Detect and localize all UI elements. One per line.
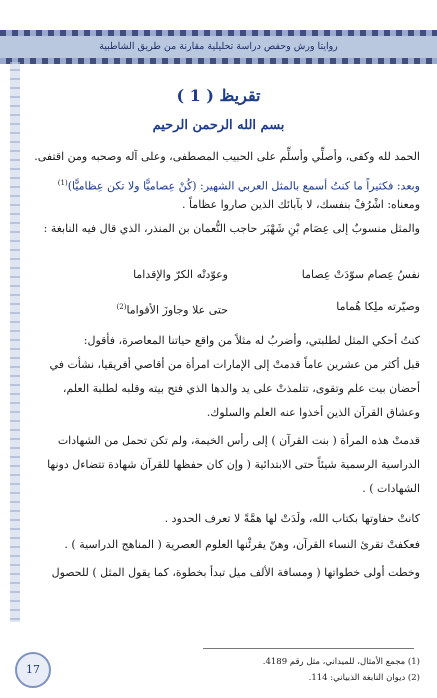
paragraph-proverb	[32, 176, 420, 194]
footnote-1: (1) مجمع الأمثال، للميداني، مثل رقم 4189.	[262, 657, 420, 667]
poem-line1-left: وعوّدتْه الكرّ والإقداما	[133, 268, 228, 281]
proverb-lead: وبعد: فكثيراً ما كنتُ أسمع بالمثل العربي الشهير:	[200, 179, 420, 193]
poem-line2-left	[32, 300, 228, 318]
paragraph-attribution: والمثل منسوبٌ إلى عِصَام بْنِ شَهْبَر حاجب النُّعمان بن المنذر، الذي قال فيه النابغة :	[43, 222, 420, 235]
body-line-8: كانتْ حفاوتها بكتاب الله، ولَدَتْ لها همَّةً لا تعرف الحدود .	[164, 512, 420, 525]
proverb-quote: (كُنْ عِصاميًّا ولا تكن عِظاميًّا)	[67, 179, 197, 193]
body-line-6: الدراسية الرسمية شيئاً حتى الابتدائية ( وإن كان حفظها للقرآن شهادة تتضاءل دونها	[47, 458, 420, 471]
body-line-5: قدمتْ هذه المرأة ( بنت القرآن ) إلى رأس الخيمة، ولم تكن تحمل من الشهادات	[57, 434, 420, 447]
footnote-separator	[203, 648, 414, 649]
poem-line2-left-text: حتى علا وجاوزَ الأقواما	[126, 303, 228, 317]
footnote-marker-2: (2)	[116, 303, 127, 311]
body-line-9: فعكفتْ تقرئ النساء القرآن، وهنّ يقرئْنها العلوم العصرية ( المناهج الدراسية ) .	[64, 538, 420, 551]
paragraph-praise: الحمد لله وكفى، وأصلِّي وأسلِّم على الحبيب المصطفى، وعلى آله وصحبه ومن اقتفى.	[34, 150, 420, 163]
poem-line1-right: نفسُ عِصام سوّدَتْ عِصاما	[301, 268, 420, 281]
page-number: 17	[15, 652, 51, 688]
body-line-4: وعشاق القرآن الذين أخذوا عنه العلم والسلوك.	[206, 406, 420, 419]
basmala: بسم الله الرحمن الرحيم	[152, 118, 285, 133]
poem-line2-right: وصيّرته ملِكا هُماما	[336, 300, 420, 313]
body-line-7: الشهادات ) .	[362, 482, 420, 495]
body-line-2: قبل أكثر من عشرين عاماً قدمتْ إلى الإمارات امرأة من أقاصي أفريقيا، نشأت في	[49, 358, 420, 371]
body-line-3: أحضان بيت علم وتقوى، تتلمذتْ على يد والدها الذي فتح بيته وقلبه لطلبة العلم،	[62, 382, 420, 395]
footnote-marker-1: (1)	[57, 179, 68, 187]
body-line-1: كنتُ أحكي المثل لطلبتي، وأضربُ له مثلاً من واقع حياتنا المعاصرة، فأقول:	[83, 334, 420, 347]
paragraph-meaning: ومعناه: اشْرُفْ بنفسك، لا بآبائك الذين صاروا عظاماً .	[181, 198, 420, 211]
footnote-2: (2) ديوان النابغة الذبياني: 114.	[308, 673, 420, 683]
running-header-title: روايتا ورش وحفص دراسة تحليلية مقارنة من طريق الشاطبية	[99, 41, 338, 52]
side-ornament	[10, 62, 20, 622]
body-line-10: وخطت أولى خطواتها ( ومسافة الألف ميل تبدأ بخطوة، كما يقول المثل ) للحصول	[51, 566, 420, 579]
header-ornament-bottom	[0, 58, 437, 64]
taqreez-title: تقريظ ( 1 )	[176, 86, 261, 105]
